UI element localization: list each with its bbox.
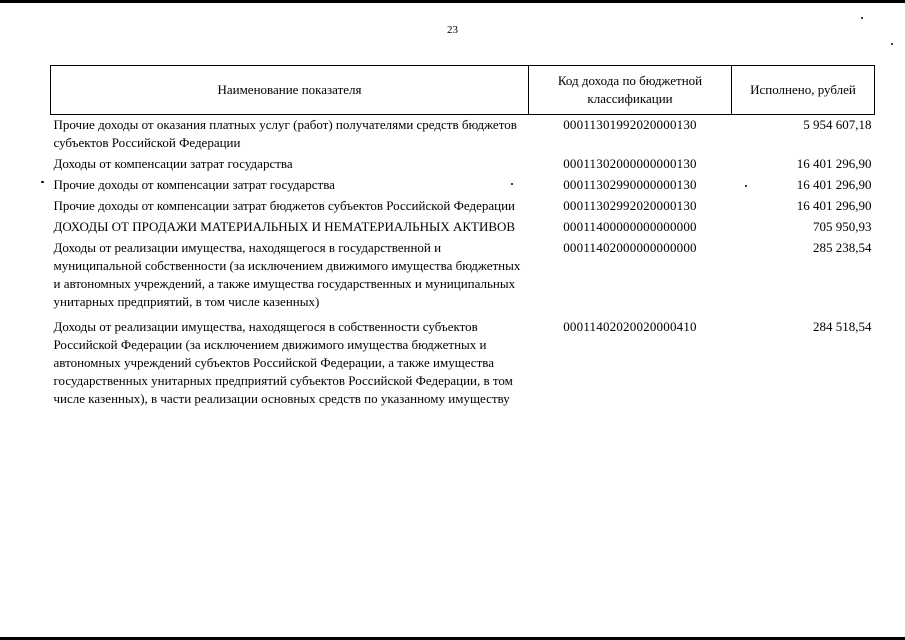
- table-row: [51, 196, 875, 217]
- table-row: [51, 217, 875, 238]
- row-name: Доходы от реализации имущества, находящегося в собственности субъектов Российской Федерации (за исключением движимого имущества бюджетных и автономных учреждений субъектов Российской Федерации, а также имущества государственных унитарных предприятий субъектов Российской Федерации, в том числе казенных), в части реализации основных средств по указанному имуществу: [53, 319, 513, 406]
- scan-speck: [891, 43, 893, 45]
- row-amount: 5 954 607,18: [803, 117, 872, 132]
- row-code: 00011402020020000410: [563, 319, 697, 334]
- row-amount: 16 401 296,90: [796, 177, 872, 192]
- row-amount: 16 401 296,90: [796, 198, 872, 213]
- row-code: 00011400000000000000: [563, 219, 697, 234]
- table-row: [51, 154, 875, 175]
- revenue-report-table: [50, 65, 875, 410]
- header-revenue-code: Код дохода по бюджетной классификации: [529, 66, 732, 115]
- scan-speck: [41, 181, 44, 183]
- row-name: Прочие доходы от компенсации затрат государства: [53, 177, 335, 192]
- page-number: 23: [447, 24, 458, 36]
- table-row: [51, 115, 875, 155]
- row-amount: 16 401 296,90: [796, 156, 872, 171]
- row-code: 00011302992020000130: [563, 198, 697, 213]
- header-executed-amount: Исполнено, рублей: [732, 66, 875, 115]
- table-header-row: [51, 66, 875, 115]
- scan-top-edge: [0, 0, 905, 3]
- row-code: 00011301992020000130: [563, 117, 697, 132]
- row-name: ДОХОДЫ ОТ ПРОДАЖИ МАТЕРИАЛЬНЫХ И НЕМАТЕРИАЛЬНЫХ АКТИВОВ: [53, 219, 516, 234]
- row-name: Доходы от реализации имущества, находящегося в государственной и муниципальной собственности (за исключением движимого имущества бюджетных и автономных учреждений, а также имущества государственных и муниципальных унитарных предприятий, в том числе казенных): [53, 240, 521, 309]
- row-amount: 284 518,54: [813, 319, 872, 334]
- row-name: Доходы от компенсации затрат государства: [53, 156, 293, 171]
- row-code: 00011402000000000000: [563, 240, 697, 255]
- row-name: Прочие доходы от оказания платных услуг (работ) получателями средств бюджетов субъектов Российской Федерации: [53, 117, 517, 150]
- row-amount: 705 950,93: [813, 219, 872, 234]
- header-indicator-name: Наименование показателя: [51, 66, 529, 115]
- table-row: [51, 175, 875, 196]
- row-amount: 285 238,54: [813, 240, 872, 255]
- row-name: Прочие доходы от компенсации затрат бюджетов субъектов Российской Федерации: [53, 198, 515, 213]
- table-row: [51, 317, 875, 410]
- scan-speck: [861, 17, 863, 19]
- row-code: 00011302990000000130: [563, 177, 697, 192]
- table-row: [51, 238, 875, 317]
- row-code: 00011302000000000130: [563, 156, 697, 171]
